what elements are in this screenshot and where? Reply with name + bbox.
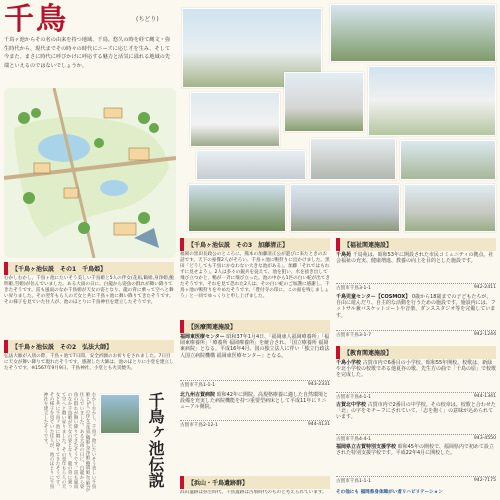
field-photo — [404, 184, 496, 232]
bottom-note: その他にも 福岡県身体障がい者リハビリテーション — [336, 490, 443, 495]
medical-item-1-address: 古賀市千鳥1-1-1 — [180, 383, 216, 388]
title-block — [0, 0, 160, 37]
welfare-item-1-tel: 942-2411 — [473, 285, 496, 290]
legend-1-heading: 【千鳥ヶ池伝説 その1 千鳥姫】 — [4, 262, 174, 275]
facility-photo-2 — [284, 72, 364, 132]
legend-2-body: 弘法大師が入唐の際、千鳥ヶ池で7日間、安全祈願のお祈りをされました。7日目に天女が舞い降りて現れたそうです。感謝した大師は、池のほとりに小堂を建立したそうです。※1567年9月9日、千鳥神社、小堂とも火災焼失。 — [4, 354, 174, 371]
education-item-3-name: 福岡県立古賀特別支援学校 — [336, 444, 397, 450]
welfare-item-1-name: 千鳥苑 — [336, 252, 352, 258]
campus-photo — [400, 140, 496, 180]
education-item-2-desc: 古賀市内で2番目の中学校。その校章は、校歌と合わせた「北」の字をモチーフにされていて、「志を抱く」の意味が込められています。 — [336, 402, 496, 421]
medical-item-1 — [180, 334, 330, 359]
education-item-3-info — [336, 476, 496, 484]
education-item-1 — [336, 360, 496, 379]
medical-heading: 【医療関連施設】 — [180, 320, 330, 333]
facility-photo-3 — [368, 66, 496, 136]
medical-item-2-tel: 944-4131 — [307, 422, 330, 427]
map-illustration — [4, 88, 176, 258]
palm-photo — [188, 184, 286, 232]
medical-item-2-name: 北九州古賀病院 — [180, 392, 216, 398]
education-item-2-name: 古賀北中学校 — [336, 402, 367, 408]
legend-2-heading: 【千鳥ヶ池伝説 その2 弘法大師】 — [4, 340, 174, 353]
legend-1-body: むかしむかし、千鳥ヶ池にたいそう美しい千鳥姫と5人の伴女(花凪,鶴姫,身浄姫,鮑明姫,雪姫)が住んでいました。ある大雨の日に、白龍から姿魚の群れが舞い降りてきたそうです。雷も風雨のなか千鳥姫が天女の姿となり、龍の背に乗って空へと舞い昇りました。その翌年もら人の天女と共に千鳥ヶ池に舞い降りてきたそうです。その様子を見ていた住人が、池のほとりに千鳥神社を建立したそうです。 — [4, 276, 174, 305]
education-item-2-tel: 943-4550 — [473, 436, 496, 441]
education-item-3-tel: 942-7175 — [473, 478, 496, 483]
medical-item-1-name: 福岡東医療センター — [180, 334, 225, 340]
education-item-1-info — [336, 392, 496, 400]
building-photo — [290, 184, 400, 232]
legend-3-heading: 【千鳥ヶ池伝説 その3 加藤清正】 — [180, 238, 330, 251]
education-item-3 — [336, 444, 496, 456]
welfare-heading: 【福祉関連施設】 — [336, 238, 496, 251]
vertical-column — [4, 388, 176, 500]
welfare-item-2-info — [336, 330, 496, 338]
vertical-body: むかしむかし、千鳥ヶ池にたいそう美しい千鳥姫と5人の伴女(花凪,鶴姫,身浄姫,鮑明姫,雪姫)が住んでいました。ある大雨の日に、白龍から姿魚の群れが舞い降りてきたそうです。雷も風雨のなか千鳥姫が天女の姿となり、龍の背に乗って空へと舞い昇りました。その翌年もら人の天女と共に千鳥ヶ池に舞い降りてきたそうです。その様子を見ていた住人が、池のほとりに千鳥神社を建立したそうです。 — [43, 392, 96, 492]
center-photo — [310, 138, 396, 180]
education-item-3-desc: 昭和45年の開校で、福岡県内で初めて設立された特別支援学校です。平成22年4月に開校した。 — [336, 444, 494, 457]
education-item-1-address: 古賀市千鳥4-1-1 — [336, 395, 372, 400]
ruins-body: 浜山遺跡は弥生時代、千鳥遺跡は古墳時代のものと考えられています。 — [180, 490, 327, 495]
facility-photo-1 — [190, 92, 280, 147]
education-item-2-info — [336, 434, 496, 442]
medical-item-2 — [180, 392, 330, 411]
page-title: 千鳥 — [4, 2, 68, 37]
hillside-photo — [330, 4, 496, 62]
pond-photo — [100, 394, 140, 434]
intro-text: 千鳥ヶ池からその名の由来を持つ地域、千鳥。悠久の時を経て縄文・弥生時代から、現代までその時々の時代にニーズに応じ才を生み、そして今また、まさに時代に呼びかけに呼応する魅力と活気に溢れる地域の先端といえるのではないでしょうか。 — [4, 37, 171, 69]
vertical-title: 千鳥ヶ池伝説 — [146, 392, 165, 488]
education-heading: 【教育関連施設】 — [336, 346, 496, 359]
welfare-item-2-address: 古賀市千鳥3-1-7 — [336, 333, 372, 338]
education-item-3-address: 古賀市千鳥1-1-1 — [336, 479, 372, 484]
welfare-item-1-address: 古賀市千鳥3-1-1 — [336, 286, 372, 291]
page-title-ruby: (ちどり) — [136, 16, 159, 23]
medical-item-1-tel: 943-2331 — [307, 382, 330, 387]
legend-3-body: 福岡の黒田長政公のところに、熊本の加藤清正公が遊びに来たときのお話です。天下の豪傑2人がそろい、千鳥ヶ池に鴨狩りに出かけました。黒田「どうしても千鳥にかなわない大きな池がある」。加藤「それではもれずに見せよう」。2人は多々の鋭兵を従えて、池を狙い、水を抜き出して飛び立つかと、鴨が一斉に飛び立った。池の中から1匹の白い蛇が出てきたそうです。それを見て恐れた2人は、その白い蛇のご加護に感謝し、千鳥ヶ池の鴨狩りをやめたそうです。「豊付寺の印に、この面を残しましょう」と一同でゆっくりと申し上げました。 — [180, 252, 330, 299]
education-item-2 — [336, 402, 496, 421]
medical-item-1-desc: 昭和37年1月4日、「福岡東人福岡療養所」「福岡東療養所」「療養所 福岡療養所」を統合され、「国立療養所 福岡東病院」となる。平成16年4月、国の独立法人に伴い「独立行政法人国立病院機構 福岡東医療センター」となる。 — [180, 334, 330, 359]
medical-item-2-address: 古賀市千鳥2-12-1 — [180, 423, 218, 428]
education-item-2-address: 古賀市千鳥4-4-1 — [336, 437, 372, 442]
welfare-item-2-tel: 942-1244 — [473, 332, 496, 337]
medical-item-1-info — [180, 380, 330, 388]
education-item-1-name: 千鳥小学校 — [336, 360, 362, 366]
welfare-item-1-info — [336, 283, 496, 291]
hospital-photo — [196, 150, 306, 180]
welfare-item-2-desc: 0歳から18歳までの子どもたちが、自由に遊んだり、自主的な活動を行うための施設です。施設内には、フットサル兼バスケットコートや音楽、ダンススタジオ等を完備しています。 — [336, 294, 496, 319]
welfare-item-1 — [336, 252, 496, 264]
ruins-heading: 【浜山・千鳥遺跡群】 — [180, 476, 330, 489]
medical-item-2-desc: 昭和42年に開院。高規格療養に適した自然環境と設備を充実した病院機能を持つ重要型病床として平成11年にリニューアル開院。 — [180, 392, 328, 411]
education-item-1-desc: 古賀市内で6番目の小学校。昭和55年開校。校歌は、新緑や北小学校の校歌である他夏谷の歌、先生方の曲で「千鳥の原」で校歌を完成した。 — [336, 360, 497, 379]
welfare-item-2 — [336, 294, 496, 319]
welfare-item-1-desc: 千鳥苑は、昭和53年に開設された市民コミュニティの拠点。社会福祉の充実、健康増進、教養の向上を目的とした施設です。 — [336, 252, 494, 265]
welfare-item-2-name: 千鳥児童センター【COSMOX】 — [336, 294, 411, 300]
education-item-1-tel: 944-1341 — [473, 394, 496, 399]
illustrated-map — [4, 88, 176, 258]
medical-item-2-info — [180, 420, 330, 428]
